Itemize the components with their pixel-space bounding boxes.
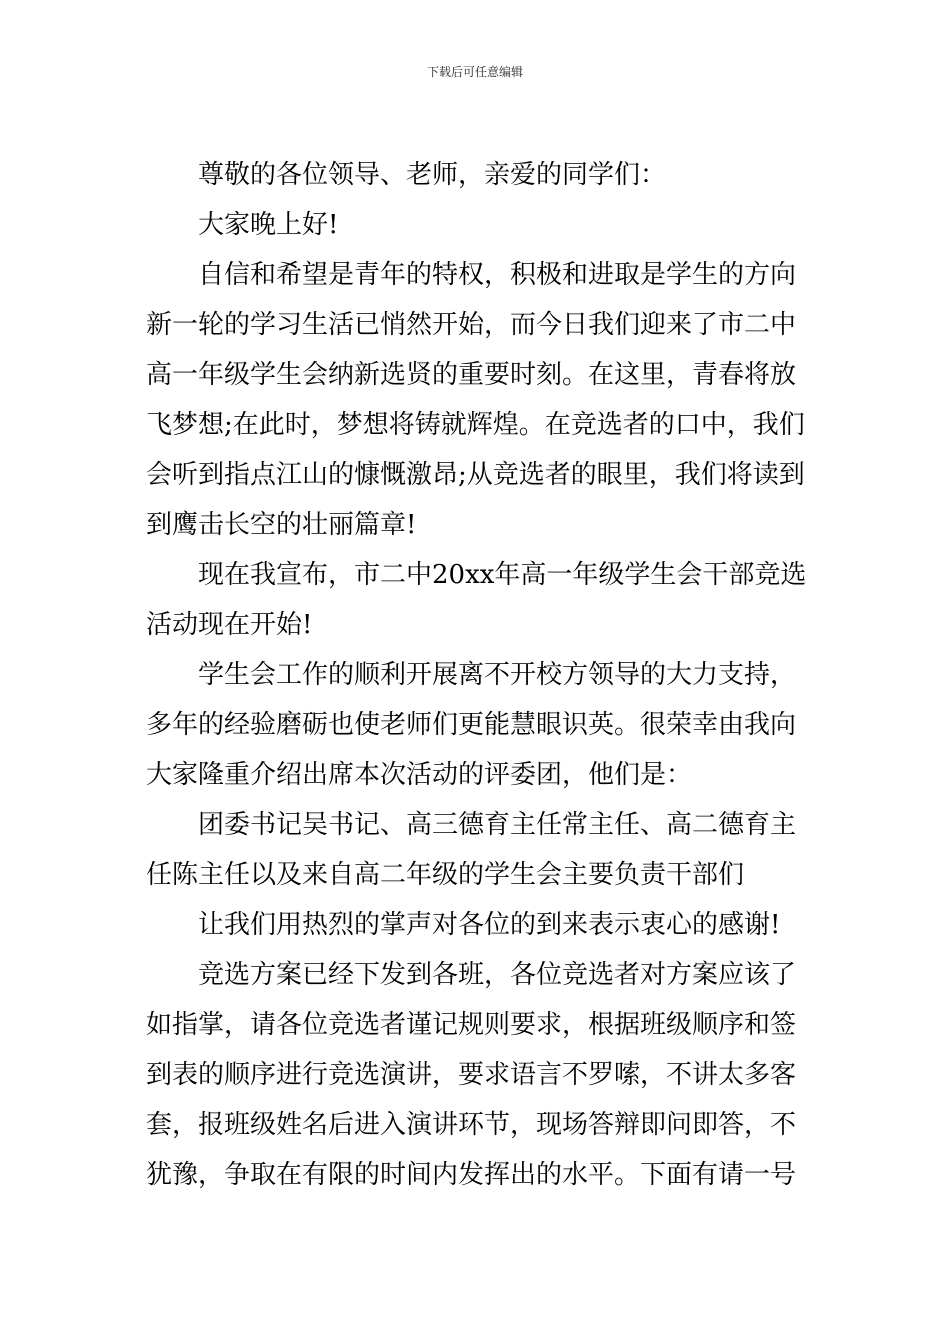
text-line: 大家晚上好! [198, 210, 339, 240]
paragraph-judges-intro [146, 650, 810, 800]
text-line: 到鹰击长空的壮丽篇章! [146, 510, 417, 540]
paragraph-opening [146, 250, 810, 550]
paragraph-salutation [146, 150, 810, 200]
text-line: 飞梦想;在此时，梦想将铸就辉煌。在竞选者的口中，我们 [146, 410, 805, 440]
text-line: 现在我宣布，市二中20xx年高一年级学生会干部竞选 [198, 560, 807, 590]
text-line: 套，报班级姓名后进入演讲环节，现场答辩即问即答，不 [146, 1110, 797, 1140]
text-line: 到表的顺序进行竞选演讲，要求语言不罗嗦，不讲太多客 [146, 1060, 797, 1090]
text-line: 学生会工作的顺利开展离不开校方领导的大力支持， [198, 660, 797, 690]
paragraph-thanks [146, 900, 810, 950]
document-body [146, 150, 810, 1200]
paragraph-announcement [146, 550, 810, 650]
text-line: 新一轮的学习生活已悄然开始，而今日我们迎来了市二中 [146, 310, 797, 340]
text-line: 多年的经验磨砺也使老师们更能慧眼识英。很荣幸由我向 [146, 710, 797, 740]
text-line: 尊敬的各位领导、老师，亲爱的同学们： [198, 160, 667, 190]
text-line: 会听到指点江山的慷慨激昂;从竞选者的眼里，我们将读到 [146, 460, 805, 490]
page-header: 下载后可任意编辑 [426, 65, 523, 79]
text-line: 犹豫，争取在有限的时间内发挥出的水平。下面有请一号 [146, 1160, 797, 1190]
text-line: 自信和希望是青年的特权，积极和进取是学生的方向 [198, 260, 797, 290]
paragraph-judges-list [146, 800, 810, 900]
text-line: 如指掌，请各位竞选者谨记规则要求，根据班级顺序和签 [146, 1010, 797, 1040]
text-line: 让我们用热烈的掌声对各位的到来表示衷心的感谢! [198, 910, 781, 940]
text-line: 任陈主任以及来自高二年级的学生会主要负责干部们 [146, 860, 745, 890]
text-line: 活动现在开始! [146, 610, 313, 640]
text-line: 大家隆重介绍出席本次活动的评委团，他们是： [146, 760, 693, 790]
text-line: 高一年级学生会纳新选贤的重要时刻。在这里，青春将放 [146, 360, 797, 390]
text-line: 团委书记吴书记、高三德育主任常主任、高二德育主 [198, 810, 797, 840]
paragraph-greeting [146, 200, 810, 250]
paragraph-rules [146, 950, 810, 1200]
text-line: 竞选方案已经下发到各班，各位竞选者对方案应该了 [198, 960, 797, 990]
